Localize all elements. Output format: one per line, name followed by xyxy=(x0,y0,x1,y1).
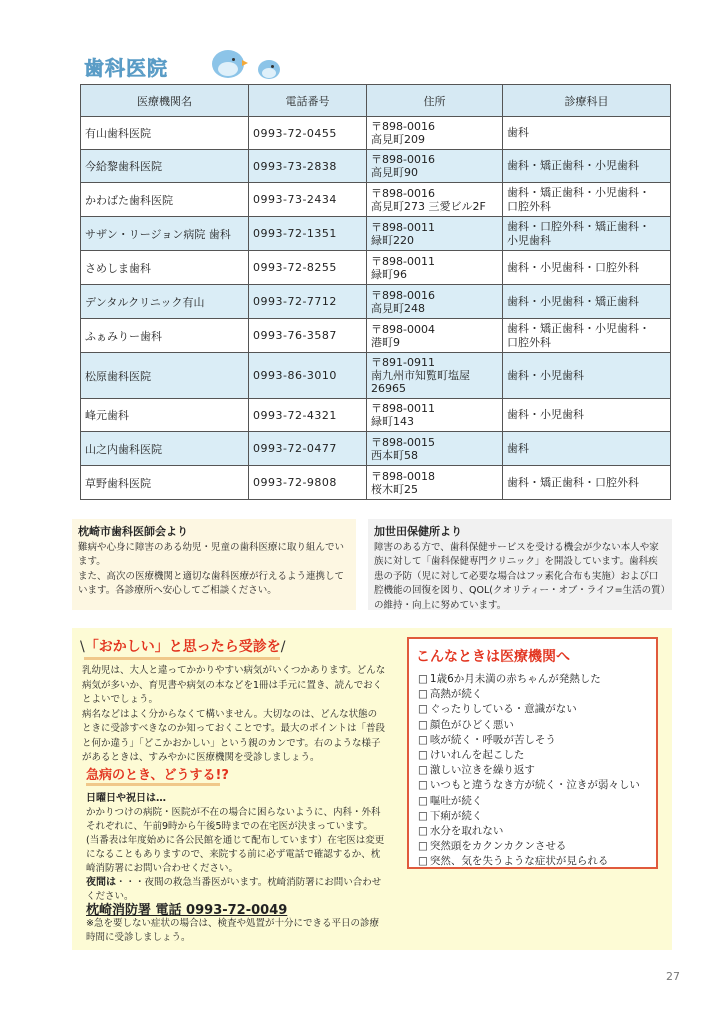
clinic-name: サザン・リージョン病院 歯科 xyxy=(81,217,249,251)
clinic-address: 〒898-0011 緑町96 xyxy=(367,251,503,285)
clinic-address: 〒898-0004 港町9 xyxy=(367,319,503,353)
note-title: 加世田保健所より xyxy=(374,525,462,538)
clinic-department: 歯科 xyxy=(503,432,671,466)
clinic-name: 有山歯科医院 xyxy=(81,117,249,150)
table-row xyxy=(81,319,671,353)
clinic-name: かわばた歯科医院 xyxy=(81,183,249,217)
clinic-name: 山之内歯科医院 xyxy=(81,432,249,466)
clinic-address: 〒898-0015 西本町58 xyxy=(367,432,503,466)
clinic-phone: 0993-72-1351 xyxy=(249,217,367,251)
list-item: □ 高熱が続く xyxy=(418,687,640,702)
heading-underline xyxy=(84,657,280,660)
list-item: □ ぐったりしている・意識がない xyxy=(418,702,640,717)
clinic-department: 歯科・小児歯科・矯正歯科 xyxy=(503,285,671,319)
clinic-phone: 0993-73-2838 xyxy=(249,150,367,183)
list-item: □ けいれんを起こした xyxy=(418,748,640,763)
clinic-department: 歯科・口腔外科・矯正歯科・ 小児歯科 xyxy=(503,217,671,251)
clinic-phone: 0993-72-4321 xyxy=(249,399,367,432)
holiday-title: 日曜日や祝日は… xyxy=(86,793,166,804)
holiday-body: かかりつけの病院・医院が不在の場合に困らないように、内科・外科それぞれに、午前9時から午後5時までの在宅医が決まっています。(当番表は年度始めに各公民館を通じて配布しています）在宅医は変更になることもありますので、来院する前に必ず電話で確認するか、枕崎消防署にお問い合わせください。 xyxy=(86,807,385,874)
table-row xyxy=(81,183,671,217)
clinic-name: 今給黎歯科医院 xyxy=(81,150,249,183)
table-row xyxy=(81,217,671,251)
clinic-address: 〒898-0016 高見町248 xyxy=(367,285,503,319)
clinic-name: 峰元歯科 xyxy=(81,399,249,432)
bluebird-small-icon xyxy=(256,58,282,80)
clinic-phone: 0993-72-9808 xyxy=(249,466,367,500)
fire-station-phone: 枕崎消防署 電話 0993-72-0049 xyxy=(86,903,288,918)
list-item: □ 1歳6か月未満の赤ちゃんが発熱した xyxy=(418,672,640,687)
clinic-name: さめしま歯科 xyxy=(81,251,249,285)
note-body: 難病や心身に障害のある幼児・児童の歯科医療に取り組んでいます。 xyxy=(78,541,345,567)
emergency-underline xyxy=(86,783,220,786)
clinic-department: 歯科・矯正歯科・小児歯科 xyxy=(503,150,671,183)
health-center-note xyxy=(368,519,672,610)
clinic-address: 〒898-0016 高見町209 xyxy=(367,117,503,150)
clinic-phone: 0993-72-8255 xyxy=(249,251,367,285)
advice-paragraph: 病名などはよく分からなくて構いません。大切なのは、どんな状態のときに受診すべきなのか知っておくことです。最大のポイントは「普段と何か違う」「どこかおかしい」という親のカンです。右のような様子があるときは、すみやかに医療機関を受診しましょう。 xyxy=(82,708,386,763)
list-item: □ 突然頭をカクンカクンさせる xyxy=(418,839,640,854)
table-row xyxy=(81,251,671,285)
advice-paragraph: 乳幼児は、大人と違ってかかりやすい病気がいくつかあります。どんな病気が多いか、育児書や病気の本などを1冊は手元に置き、読んでおくとよいでしょう。 xyxy=(82,665,386,705)
section-title: 歯科医院 xyxy=(84,56,168,80)
bluebird-large-icon xyxy=(210,48,248,80)
list-item: □ 嘔吐が続く xyxy=(418,794,640,809)
note-body: 障害のある方で、歯科保健サービスを受ける機会が少ない本人や家族に対して「歯科保健専門クリニック」を開設しています。歯科疾患の予防（児に対して必要な場合はフッ素化合布も実施）および口腔機能の回復を図り、QOL(クオリティー・オブ・ライフ=生活の質）の維持・向上に努めています。 xyxy=(374,541,666,611)
symptom-checklist xyxy=(418,672,640,870)
header-department: 診療科目 xyxy=(503,85,671,117)
clinic-department: 歯科・矯正歯科・小児歯科・ 口腔外科 xyxy=(503,319,671,353)
clinic-address: 〒891-0911 南九州市知覧町塩屋 26965 xyxy=(367,353,503,399)
clinic-department: 歯科・小児歯科 xyxy=(503,399,671,432)
clinic-department: 歯科・小児歯科・口腔外科 xyxy=(503,251,671,285)
holiday-info xyxy=(86,792,386,904)
list-item: □ 水分を取れない xyxy=(418,824,640,839)
clinic-phone: 0993-86-3010 xyxy=(249,353,367,399)
clinic-address: 〒898-0011 緑町143 xyxy=(367,399,503,432)
clinic-address: 〒898-0018 桜木町25 xyxy=(367,466,503,500)
dental-clinic-table xyxy=(80,84,671,500)
table-row xyxy=(81,399,671,432)
table-row xyxy=(81,285,671,319)
clinic-phone: 0993-73-2434 xyxy=(249,183,367,217)
clinic-department: 歯科・小児歯科 xyxy=(503,353,671,399)
table-header-row xyxy=(81,85,671,117)
list-item: □ 突然、気を失うような症状が見られる xyxy=(418,854,640,869)
header-address: 住所 xyxy=(367,85,503,117)
list-item: □ 顔色がひどく悪い xyxy=(418,718,640,733)
clinic-address: 〒898-0011 緑町220 xyxy=(367,217,503,251)
advice-body xyxy=(82,664,386,766)
table-row xyxy=(81,150,671,183)
header-clinic-name: 医療機関名 xyxy=(81,85,249,117)
night-label: 夜間は xyxy=(86,877,116,888)
clinic-department: 歯科・矯正歯科・小児歯科・ 口腔外科 xyxy=(503,183,671,217)
clinic-name: 草野歯科医院 xyxy=(81,466,249,500)
list-item: □ いつもと違うなき方が続く・泣きが弱々しい xyxy=(418,778,640,793)
night-body: ・・・夜間の救急当番医がいます。枕崎消防署にお問い合わせください。 xyxy=(86,877,382,902)
clinic-department: 歯科 xyxy=(503,117,671,150)
note-title: 枕崎市歯科医師会より xyxy=(78,525,188,538)
clinic-phone: 0993-72-0477 xyxy=(249,432,367,466)
emergency-heading: 急病のとき、どうする!? xyxy=(86,768,229,783)
table-row xyxy=(81,117,671,150)
footnote: ※急を要しない症状の場合は、検査や処置が十分にできる平日の診療時間に受診しましょう。 xyxy=(86,918,379,943)
advice-heading: \「おかしい」と思ったら受診を/ xyxy=(80,639,286,655)
clinic-department: 歯科・矯正歯科・口腔外科 xyxy=(503,466,671,500)
clinic-phone: 0993-76-3587 xyxy=(249,319,367,353)
when-box-title: こんなときは医療機関へ xyxy=(416,649,570,665)
page-number: 27 xyxy=(666,970,680,983)
table-row xyxy=(81,432,671,466)
clinic-address: 〒898-0016 高見町273 三愛ビル2F xyxy=(367,183,503,217)
clinic-name: デンタルクリニック有山 xyxy=(81,285,249,319)
clinic-name: ふぁみりー歯科 xyxy=(81,319,249,353)
table-row xyxy=(81,353,671,399)
clinic-phone: 0993-72-7712 xyxy=(249,285,367,319)
table-row xyxy=(81,466,671,500)
list-item: □ 咳が続く・呼吸が苦しそう xyxy=(418,733,640,748)
note-body: また、高次の医療機関と適切な歯科医療が行えるよう連携しています。各診療所へ安心してご相談ください。 xyxy=(78,570,345,596)
clinic-name: 松原歯科医院 xyxy=(81,353,249,399)
dental-association-note xyxy=(72,519,356,610)
clinic-address: 〒898-0016 高見町90 xyxy=(367,150,503,183)
header-phone: 電話番号 xyxy=(249,85,367,117)
list-item: □ 下痢が続く xyxy=(418,809,640,824)
clinic-phone: 0993-72-0455 xyxy=(249,117,367,150)
list-item: □ 激しい泣きを繰り返す xyxy=(418,763,640,778)
